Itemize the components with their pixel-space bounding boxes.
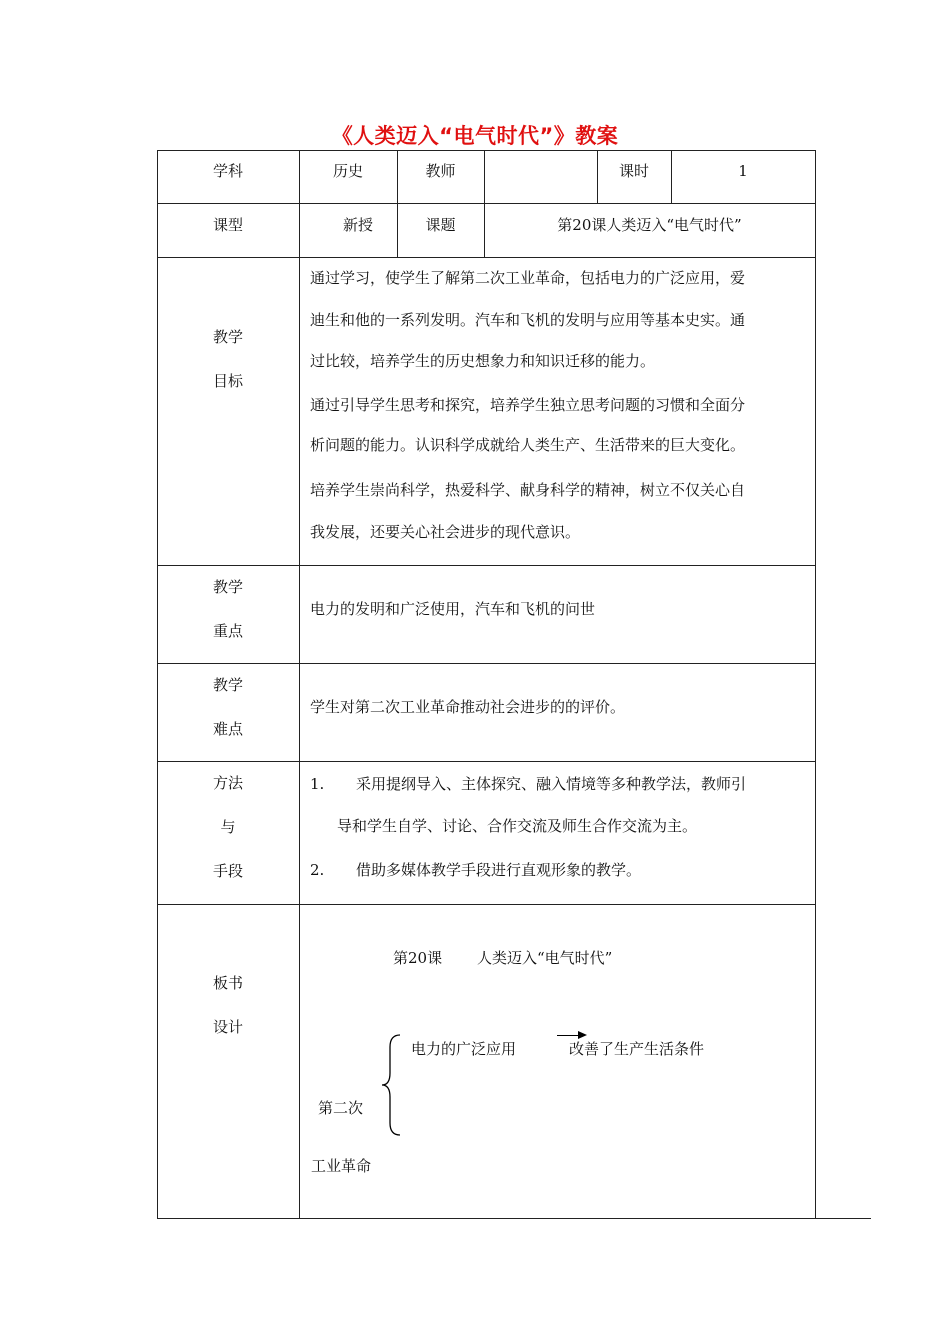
subject-value: 历史 bbox=[332, 162, 363, 180]
row-divider bbox=[157, 663, 816, 664]
objectives-paragraph: 通过引导学生思考和探究，培养学生独立思考问题的习惯和全面分 bbox=[310, 396, 746, 414]
teacher-label: 教师 bbox=[425, 162, 456, 180]
list-number: 1. bbox=[310, 775, 325, 793]
table-border-bottom bbox=[157, 1218, 871, 1219]
method-item-text: 采用提纲导入、主体探究、融入情境等多种教学法，教师引 bbox=[356, 775, 747, 793]
row-divider bbox=[157, 203, 816, 204]
row-divider bbox=[157, 761, 816, 762]
board-label-line2: 设计 bbox=[212, 1018, 243, 1036]
keypoints-text: 电力的发明和广泛使用，汽车和飞机的问世 bbox=[310, 600, 596, 618]
method-item-text: 借助多媒体教学手段进行直观形象的教学。 bbox=[356, 861, 642, 879]
keypoints-label-line2: 重点 bbox=[212, 622, 243, 640]
period-label: 课时 bbox=[618, 162, 649, 180]
board-heading-lesson: 第20课 bbox=[393, 949, 443, 967]
board-label-line1: 板书 bbox=[212, 974, 243, 992]
methods-label-line2: 与 bbox=[220, 818, 236, 836]
topic-value: 第20课人类迈入“电气时代” bbox=[557, 216, 742, 234]
lesson-type-label: 课型 bbox=[212, 216, 243, 234]
objectives-paragraph: 迪生和他的一系列发明。汽车和飞机的发明与应用等基本史实。通 bbox=[310, 311, 746, 329]
objectives-paragraph: 过比较，培养学生的历史想象力和知识迁移的能力。 bbox=[310, 352, 656, 370]
brace-icon bbox=[380, 1033, 404, 1137]
row-divider bbox=[157, 565, 816, 566]
objectives-paragraph: 通过学习，使学生了解第二次工业革命，包括电力的广泛应用，爱 bbox=[310, 269, 746, 287]
arrow-right-icon bbox=[578, 1031, 587, 1039]
subject-label: 学科 bbox=[212, 162, 243, 180]
topic-label: 课题 bbox=[425, 216, 456, 234]
objectives-label-line1: 教学 bbox=[212, 328, 243, 346]
objectives-paragraph: 我发展，还要关心社会进步的现代意识。 bbox=[310, 523, 581, 541]
list-number: 2. bbox=[310, 861, 325, 879]
column-divider bbox=[484, 150, 485, 257]
period-value: 1 bbox=[738, 162, 748, 180]
method-item-1-continued: 导和学生自学、讨论、合作交流及师生合作交流为主。 bbox=[337, 817, 698, 835]
board-result-1: 改善了生产生活条件 bbox=[569, 1040, 705, 1058]
board-heading-title: 人类迈入“电气时代” bbox=[477, 949, 613, 967]
keypoints-label-line1: 教学 bbox=[212, 578, 243, 596]
board-branch-1: 电力的广泛应用 bbox=[411, 1040, 517, 1058]
methods-label-line1: 方法 bbox=[212, 774, 243, 792]
page-title: 《人类迈入“电气时代”》教案 bbox=[331, 124, 619, 148]
method-item-2 bbox=[310, 859, 641, 880]
board-root-line1: 第二次 bbox=[318, 1099, 364, 1117]
methods-label-line3: 手段 bbox=[212, 862, 243, 880]
method-item-1 bbox=[310, 773, 746, 794]
row-divider bbox=[157, 904, 816, 905]
table-border-top bbox=[157, 150, 816, 151]
difficulties-label-line1: 教学 bbox=[212, 676, 243, 694]
arrow-line bbox=[557, 1035, 579, 1036]
objectives-paragraph: 培养学生崇尚科学，热爱科学、献身科学的精神，树立不仅关心自 bbox=[310, 481, 746, 499]
objectives-paragraph: 析问题的能力。认识科学成就给人类生产、生活带来的巨大变化。 bbox=[310, 436, 746, 454]
table-border-right bbox=[815, 150, 816, 1219]
lesson-type-value: 新授 bbox=[342, 216, 373, 234]
difficulties-label-line2: 难点 bbox=[212, 720, 243, 738]
board-root-line2: 工业革命 bbox=[311, 1157, 372, 1175]
column-divider bbox=[299, 150, 300, 1219]
difficulties-text: 学生对第二次工业革命推动社会进步的的评价。 bbox=[310, 698, 626, 716]
objectives-label-line2: 目标 bbox=[212, 372, 243, 390]
